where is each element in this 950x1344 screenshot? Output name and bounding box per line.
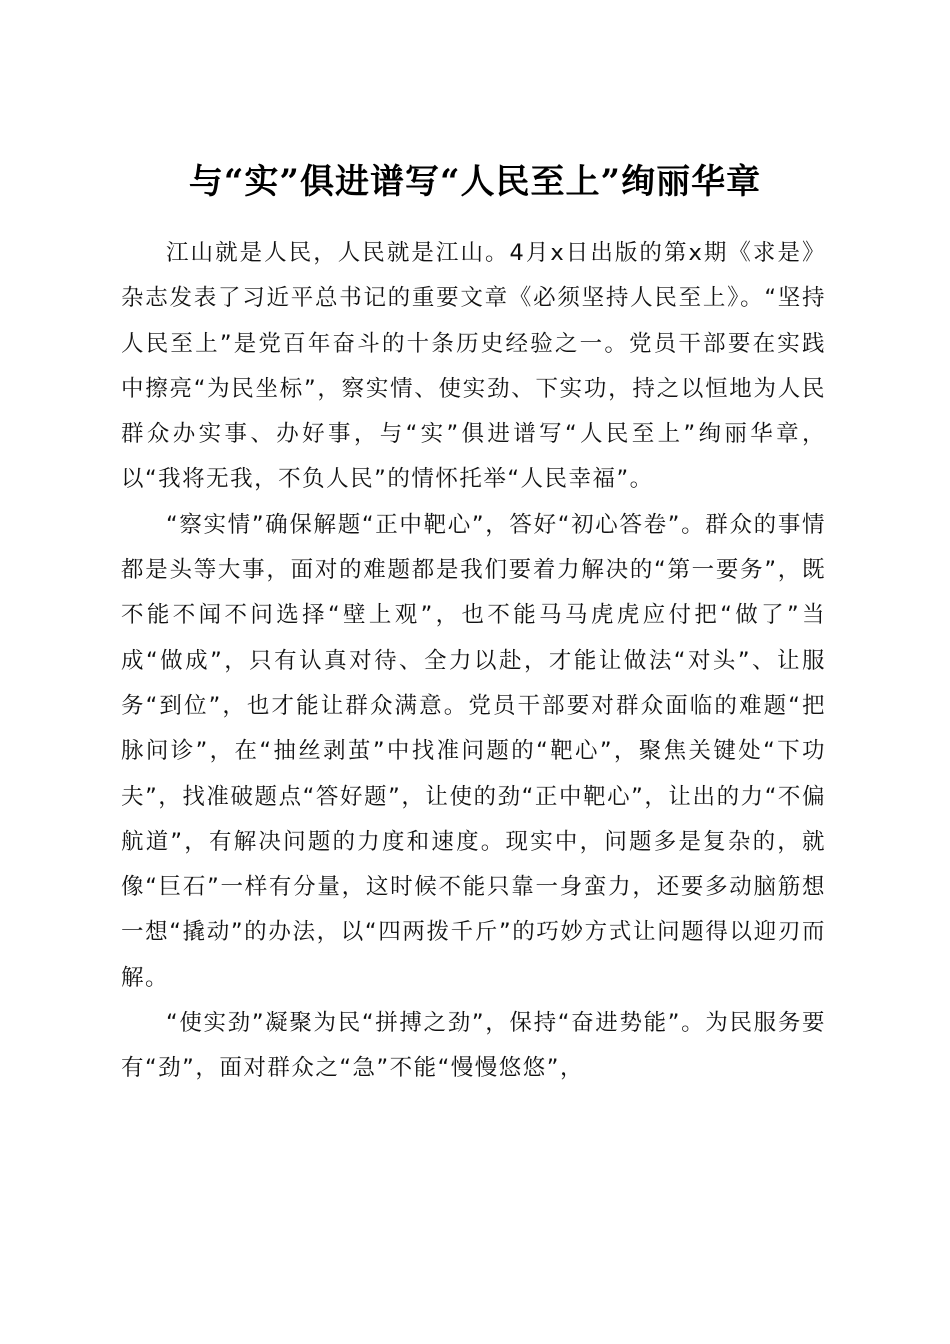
paragraph-2: “察实情”确保解题“正中靶心”，答好“初心答卷”。群众的事情都是头等大事，面对的难题都是我们要着力解决的“第一要务”，既不能不闻不问选择“壁上观”，也不能马马虎虎应付把“做了”当成“做成”，只有认真对待、全力以赴，才能让做法“对头”、让服务“到位”，也才能让群众满意。党员干部要对群众面临的难题“把脉问诊”，在“抽丝剥茧”中找准问题的“靶心”，聚焦关键处“下功夫”，找准破题点“答好题”，让使的劲“正中靶心”，让出的力“不偏航道”，有解决问题的力度和速度。现实中，问题多是复杂的，就像“巨石”一样有分量，这时候不能只靠一身蛮力，还要多动脑筋想一想“撬动”的办法，以“四两拨千斤”的巧妙方式让问题得以迎刃而解。	[121, 511, 826, 991]
paragraph-1: 江山就是人民，人民就是江山。4月x日出版的第x期《求是》杂志发表了习近平总书记的重要文章《必须坚持人民至上》。“坚持人民至上”是党百年奋斗的十条历史经验之一。党员干部要在实践中擦亮“为民坐标”，察实情、使实劲、下实功，持之以恒地为人民群众办实事、办好事，与“实”俱进谱写“人民至上”绚丽华章，以“我将无我，不负人民”的情怀托举“人民幸福”。	[121, 240, 826, 493]
document-body	[121, 231, 826, 1092]
document-title: 与“实”俱进谱写“人民至上”绚丽华章	[188, 161, 762, 202]
paragraph-3: “使实劲”凝聚为民“拼搏之劲”，保持“奋进势能”。为民服务要有“劲”，面对群众之“急”不能“慢慢悠悠”，	[121, 1010, 826, 1082]
